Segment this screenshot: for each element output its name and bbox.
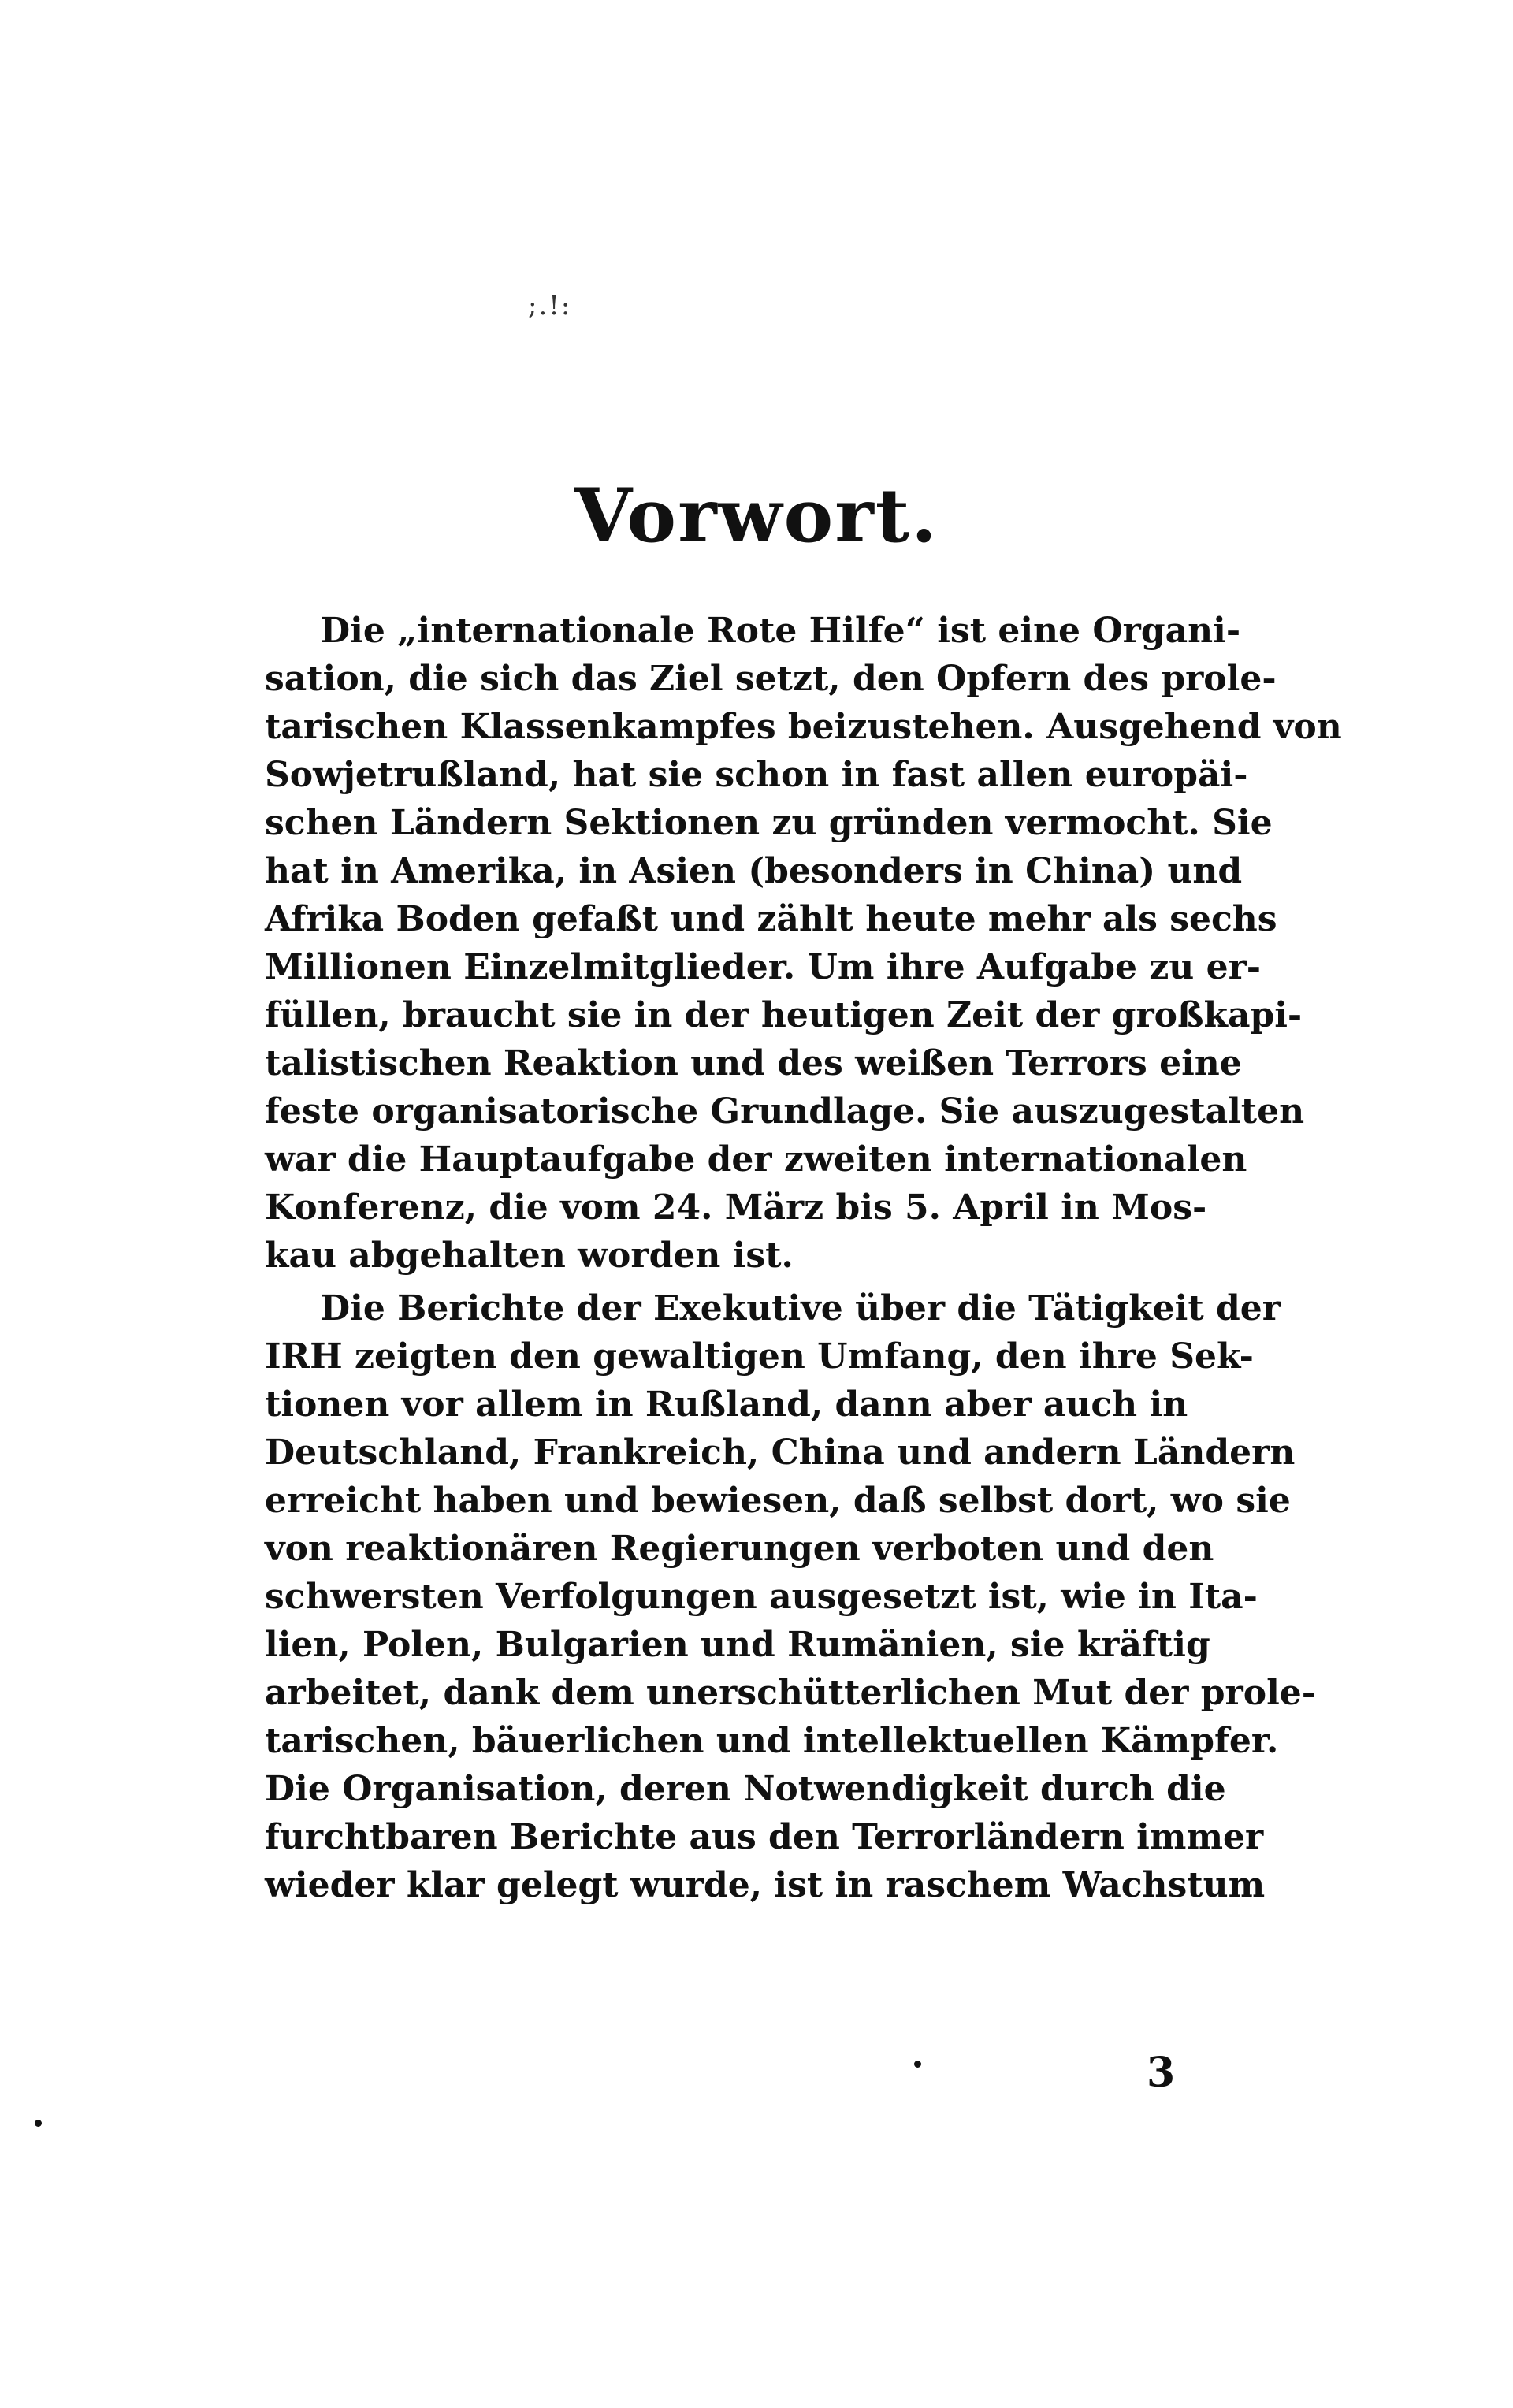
text-line: sation, die sich das Ziel setzt, den Opfern des prole- (265, 659, 1277, 699)
text-line: schwersten Verfolgungen ausgesetzt ist, wie in Ita- (265, 1577, 1258, 1617)
ink-speck (914, 2061, 921, 2068)
text-line: lien, Polen, Bulgarien und Rumänien, sie kräftig (265, 1625, 1210, 1665)
text-line: erreicht haben und bewiesen, daß selbst dort, wo sie (265, 1481, 1291, 1521)
text-line: Deutschland, Frankreich, China und andern Ländern (265, 1433, 1296, 1473)
text-line: tarischen, bäuerlichen und intellektuellen Kämpfer. (265, 1721, 1279, 1761)
text-line: Sowjetrußland, hat sie schon in fast allen europäi- (265, 755, 1248, 795)
text-line: von reaktionären Regierungen verboten und den (265, 1529, 1214, 1569)
text-line: Konferenz, die vom 24. März bis 5. April in Mos- (265, 1187, 1207, 1228)
text-line: war die Hauptaufgabe der zweiten internationalen (265, 1139, 1247, 1180)
text-line: schen Ländern Sektionen zu gründen vermocht. Sie (265, 803, 1273, 843)
paragraph-2 (265, 1284, 1317, 1909)
text-line: kau abgehalten worden ist. (265, 1236, 794, 1276)
paragraph-1 (265, 607, 1342, 1280)
text-line: Die „internationale Rote Hilfe“ ist eine Organi- (320, 611, 1241, 651)
ink-speck (35, 2120, 42, 2127)
text-line: Die Berichte der Exekutive über die Tätigkeit der (320, 1288, 1281, 1328)
text-line: arbeitet, dank dem unerschütterlichen Mut der prole- (265, 1673, 1317, 1713)
text-line: Afrika Boden gefaßt und zählt heute mehr als sechs (265, 899, 1277, 939)
text-line: talistischen Reaktion und des weißen Terrors eine (265, 1043, 1242, 1083)
text-line: IRH zeigten den gewaltigen Umfang, den ihre Sek- (265, 1336, 1254, 1377)
top-mark: ;.!: (528, 290, 572, 321)
text-line: Millionen Einzelmitglieder. Um ihre Aufgabe zu er- (265, 947, 1262, 987)
text-line: hat in Amerika, in Asien (besonders in China) und (265, 851, 1243, 891)
text-line: tarischen Klassenkampfes beizustehen. Ausgehend von (265, 707, 1342, 747)
page-number: 3 (1147, 2049, 1176, 2097)
text-line: füllen, braucht sie in der heutigen Zeit der großkapi- (265, 995, 1303, 1035)
text-line: furchtbaren Berichte aus den Terrorländern immer (265, 1817, 1264, 1857)
text-line: wieder klar gelegt wurde, ist in raschem Wachstum (265, 1865, 1266, 1905)
page-title: Vorwort. (574, 473, 939, 559)
text-line: Die Organisation, deren Notwendigkeit durch die (265, 1769, 1226, 1809)
body-text (265, 607, 1342, 1909)
text-line: feste organisatorische Grundlage. Sie auszugestalten (265, 1091, 1305, 1132)
text-line: tionen vor allem in Rußland, dann aber auch in (265, 1384, 1188, 1425)
